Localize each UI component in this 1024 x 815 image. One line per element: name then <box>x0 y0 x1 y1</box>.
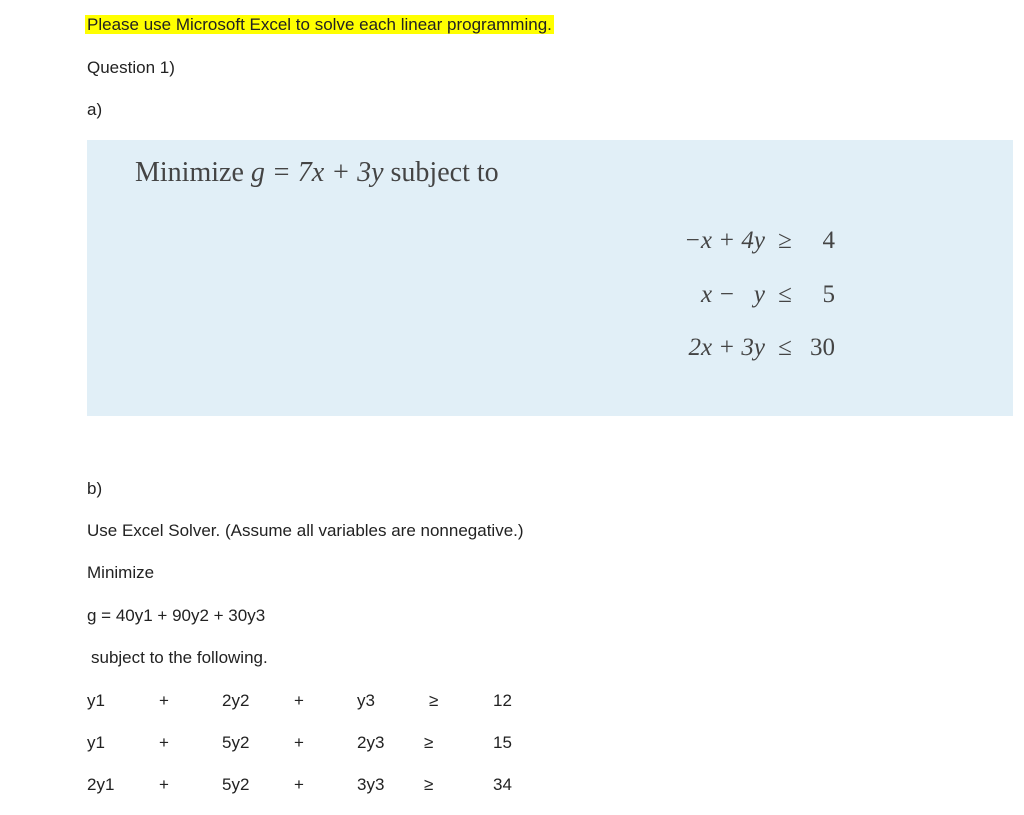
minimize-label: Minimize <box>87 563 155 582</box>
row-3-term-1: 2y1 <box>87 775 115 794</box>
solver-instruction: Use Excel Solver. (Assume all variables are nonnegative.) <box>87 521 524 540</box>
row-1-plus-1: + <box>159 691 169 710</box>
constraint-1-op: ≥ <box>778 227 792 254</box>
row-3-term-3: 3y3 <box>357 775 385 794</box>
row-3-plus-2: + <box>294 775 304 794</box>
question-label: Question 1) <box>87 58 175 77</box>
part-b-label: b) <box>87 479 103 498</box>
constraint-3-lhs: 2x + 3y <box>688 334 765 361</box>
row-1-term-2: 2y2 <box>222 691 250 710</box>
row-2-plus-1: + <box>159 733 169 752</box>
row-3-rhs: 34 <box>493 775 512 794</box>
constraint-2-op: ≤ <box>778 281 792 308</box>
constraint-2-rhs: 5 <box>822 281 835 308</box>
row-3-op: ≥ <box>424 775 434 794</box>
subject-to-text: subject to <box>390 157 499 188</box>
constraint-1-rhs: 4 <box>822 227 835 254</box>
row-2-plus-2: + <box>294 733 304 752</box>
instruction-text: Please use Microsoft Excel to solve each linear programming. <box>87 15 552 34</box>
math-problem-panel <box>87 140 1013 416</box>
constraint-2-lhs: x − y <box>700 281 765 308</box>
objective-statement <box>135 156 499 190</box>
row-2-op: ≥ <box>424 733 434 752</box>
objective-expression: g = 7x + 3y <box>250 157 384 188</box>
row-1-plus-2: + <box>294 691 304 710</box>
row-1-op: ≥ <box>429 691 439 710</box>
constraint-1-lhs: −x + 4y <box>684 227 765 254</box>
row-2-term-2: 5y2 <box>222 733 250 752</box>
row-3-term-2: 5y2 <box>222 775 250 794</box>
subject-to-label: subject to the following. <box>91 648 268 667</box>
row-1-rhs: 12 <box>493 691 512 710</box>
instruction-banner <box>85 14 554 36</box>
row-1-term-3: y3 <box>357 691 375 710</box>
constraint-3-rhs: 30 <box>810 334 835 361</box>
row-2-term-1: y1 <box>87 733 105 752</box>
objective-function: g = 40y1 + 90y2 + 30y3 <box>87 606 266 625</box>
row-1-term-1: y1 <box>87 691 105 710</box>
minimize-word: Minimize <box>135 157 244 188</box>
row-2-rhs: 15 <box>493 733 512 752</box>
part-a-label: a) <box>87 100 103 119</box>
constraint-3-op: ≤ <box>778 334 792 361</box>
row-2-term-3: 2y3 <box>357 733 385 752</box>
row-3-plus-1: + <box>159 775 169 794</box>
